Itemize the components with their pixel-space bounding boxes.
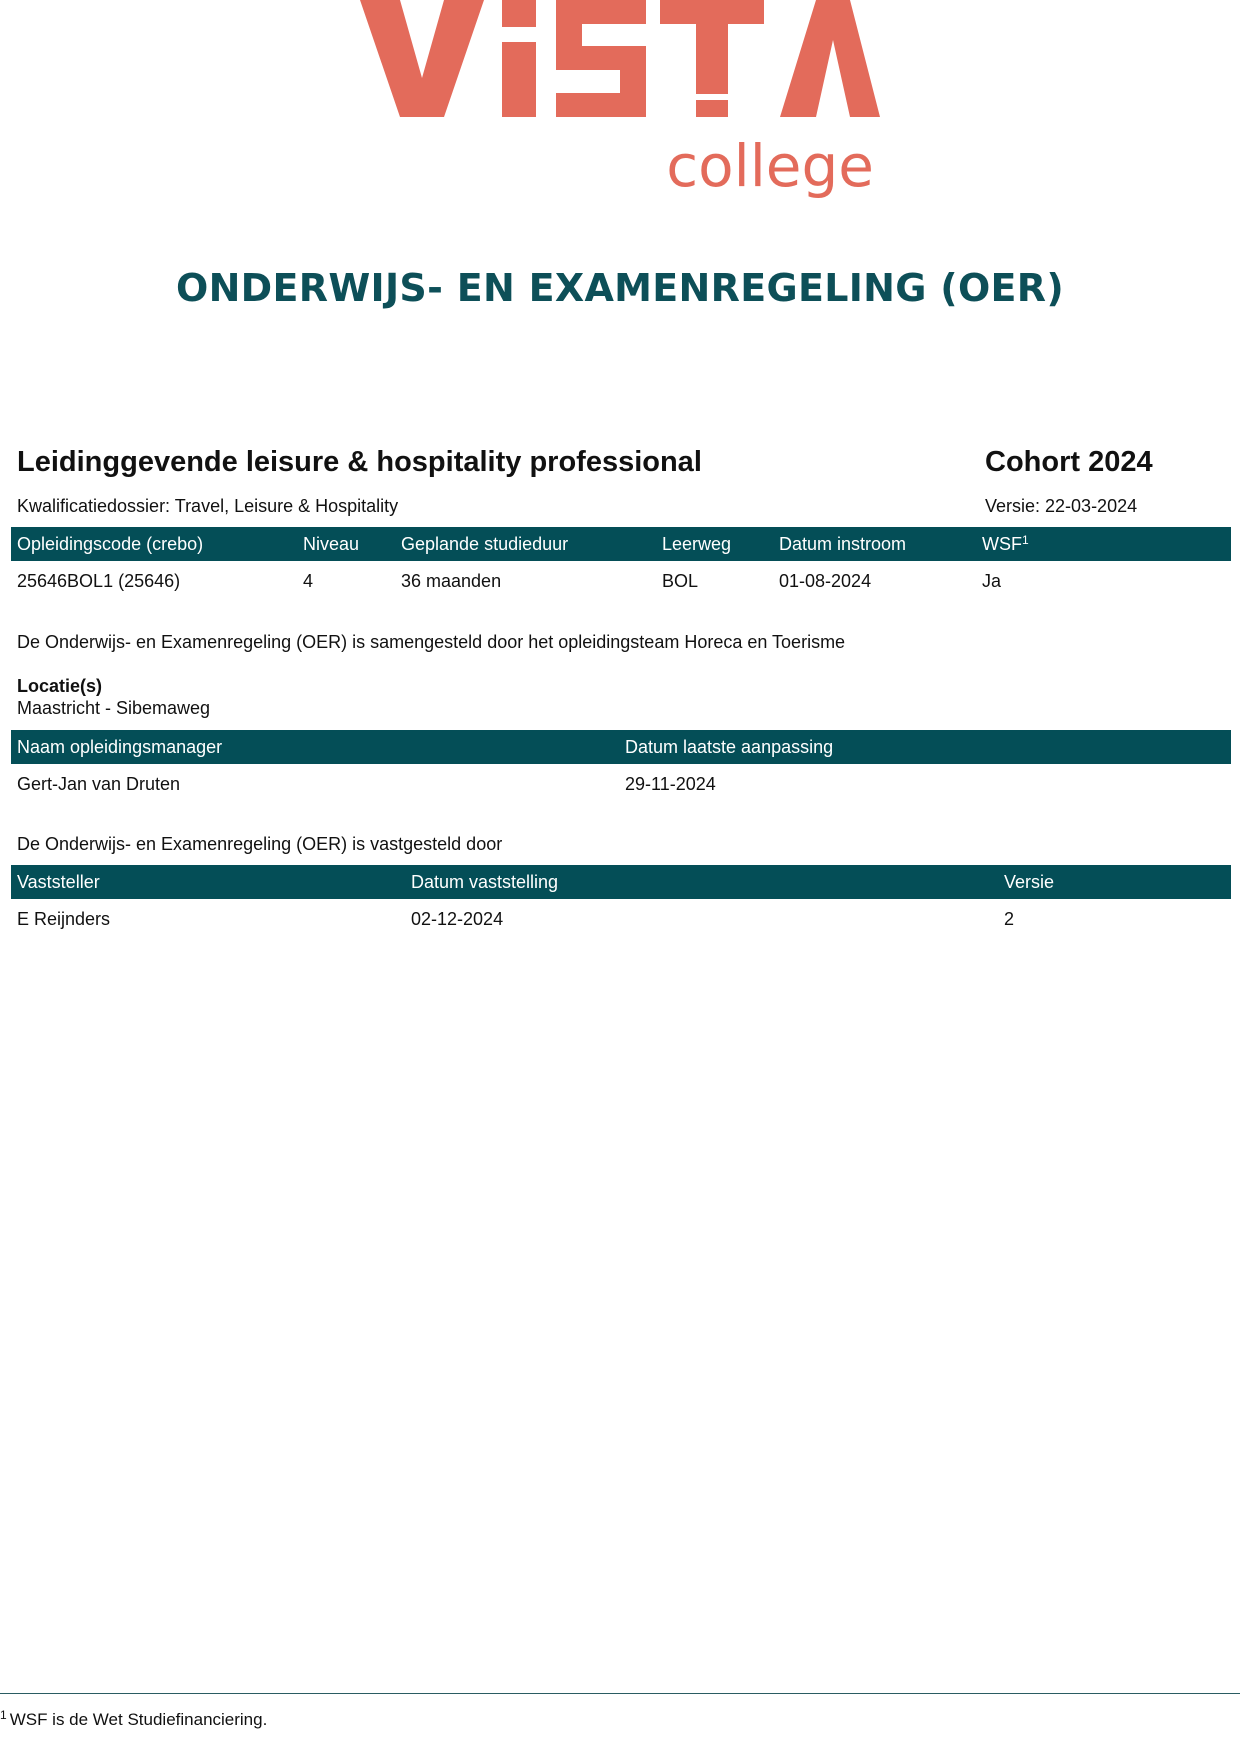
logo-letter-i-dot — [502, 0, 536, 27]
cell-manager-name: Gert-Jan van Druten — [17, 773, 181, 794]
document-version: Versie: 22-03-2024 — [985, 496, 1138, 516]
header-instroom: Datum instroom — [773, 527, 976, 561]
cell-duur: 36 maanden — [401, 570, 502, 591]
locations-label: Locatie(s) — [17, 676, 103, 696]
header-wsf — [976, 527, 1231, 561]
vista-college-logo — [0, 0, 1240, 210]
cell-wsf: Ja — [982, 570, 1002, 591]
logo-letter-i — [502, 42, 536, 117]
locations-value: Maastricht - Sibemaweg — [17, 698, 211, 718]
logo-subtitle: college — [666, 132, 874, 200]
manager-table — [11, 730, 1231, 804]
header-code: Opleidingscode (crebo) — [11, 527, 297, 561]
logo-letter-s — [556, 0, 646, 117]
logo-letter-a — [780, 0, 880, 117]
document-title: ONDERWIJS- EN EXAMENREGELING (OER) — [175, 266, 1065, 310]
table-row — [11, 561, 1231, 601]
logo-letter-t-stem — [696, 24, 728, 94]
header-approver: Vaststeller — [11, 865, 405, 899]
cell-version: 2 — [1004, 908, 1015, 929]
header-manager-name: Naam opleidingsmanager — [11, 730, 619, 764]
cell-approver: E Reijnders — [17, 908, 111, 929]
header-niveau: Niveau — [297, 527, 395, 561]
header-last-modified: Datum laatste aanpassing — [619, 730, 1231, 764]
footnote-divider — [0, 1693, 1240, 1694]
footnote-number: 1 — [0, 1708, 7, 1722]
cell-niveau: 4 — [303, 570, 314, 591]
table-header-row — [11, 865, 1231, 899]
footnote-ref: 1 — [1022, 532, 1029, 547]
table-row — [11, 899, 1231, 939]
qualification-dossier: Kwalificatiedossier: Travel, Leisure & Hospitality — [17, 496, 399, 516]
cell-instroom: 01-08-2024 — [779, 570, 872, 591]
approval-table — [11, 865, 1231, 939]
cell-approval-date: 02-12-2024 — [411, 908, 504, 929]
header-leerweg: Leerweg — [656, 527, 773, 561]
header-duur: Geplande studieduur — [395, 527, 656, 561]
program-info-table — [11, 527, 1231, 601]
logo-letter-t-dot — [696, 100, 728, 117]
program-title: Leidinggevende leisure & hospitality professional — [17, 446, 702, 478]
established-statement: De Onderwijs- en Examenregeling (OER) is vastgesteld door — [17, 834, 503, 854]
team-statement: De Onderwijs- en Examenregeling (OER) is samengesteld door het opleidingsteam Horeca en Toerisme — [17, 632, 846, 652]
table-row — [11, 764, 1231, 804]
cohort-label: Cohort 2024 — [985, 446, 1153, 478]
cell-last-modified: 29-11-2024 — [625, 773, 716, 794]
logo-graphic — [360, 0, 880, 210]
footnote-text: WSF is de Wet Studiefinanciering. — [9, 1710, 268, 1729]
header-version: Versie — [998, 865, 1231, 899]
header-approval-date: Datum vaststelling — [405, 865, 998, 899]
logo-letter-t-bar — [660, 0, 764, 24]
table-header-row — [11, 527, 1231, 561]
footnote — [0, 1710, 267, 1730]
logo-letter-v — [360, 0, 484, 117]
cell-code: 25646BOL1 (25646) — [17, 570, 181, 591]
header-wsf-label: WSF — [982, 533, 1022, 554]
cell-leerweg: BOL — [662, 570, 699, 591]
table-header-row — [11, 730, 1231, 764]
